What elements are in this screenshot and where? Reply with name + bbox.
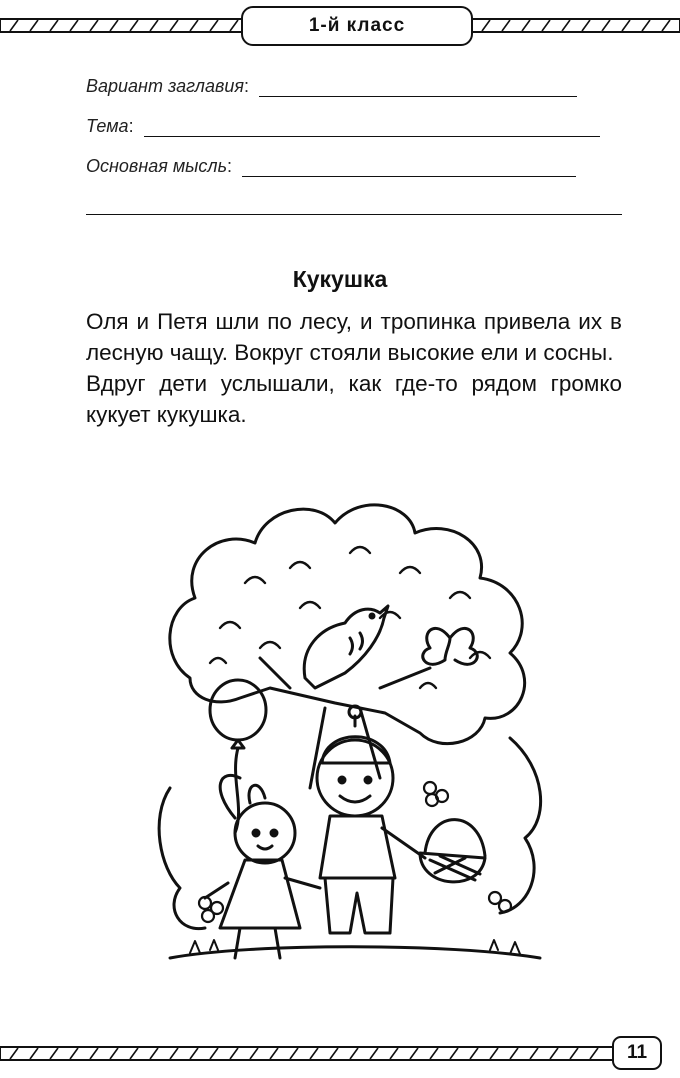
answer-line[interactable]: [144, 120, 600, 137]
field-colon: :: [227, 156, 233, 176]
story-paragraph: Вдруг дети услышали, как где-то рядом громко кукует кукушка.: [86, 371, 622, 427]
header-rule-right: [472, 18, 680, 34]
field-title-variant: [86, 76, 577, 97]
story-illustration: [150, 488, 560, 978]
page-number: 11: [612, 1036, 662, 1070]
boy-pants: [325, 878, 393, 933]
story-title: Кукушка: [292, 266, 388, 292]
story-text: [86, 306, 622, 430]
story-paragraph: Оля и Петя шли по лесу, и тропинка привела их в лесную чащу. Вокруг стояли высокие ели и сосны.: [86, 309, 622, 365]
grade-badge: 1-й класс: [241, 6, 473, 46]
field-label: Тема: [86, 116, 129, 136]
bird: [304, 606, 388, 688]
bush: [159, 738, 541, 929]
boy-head: [317, 740, 393, 816]
balloon: [210, 680, 266, 740]
answer-line-extra[interactable]: [86, 214, 622, 215]
field-colon: :: [243, 76, 249, 96]
field-label: Вариант заглавия: [86, 76, 244, 96]
field-colon: :: [128, 116, 134, 136]
girl-head: [235, 803, 295, 863]
girl-dress: [220, 860, 300, 928]
butterfly: [423, 628, 477, 664]
answer-line[interactable]: [259, 80, 577, 97]
header-rule-left: [0, 18, 242, 34]
footer-rule: [0, 1046, 613, 1062]
field-main-idea: [86, 156, 576, 177]
ground: [170, 947, 540, 958]
boy-shirt: [320, 816, 395, 878]
answer-line[interactable]: [242, 160, 576, 177]
field-label: Основная мысль: [86, 156, 228, 176]
field-theme: [86, 116, 600, 137]
